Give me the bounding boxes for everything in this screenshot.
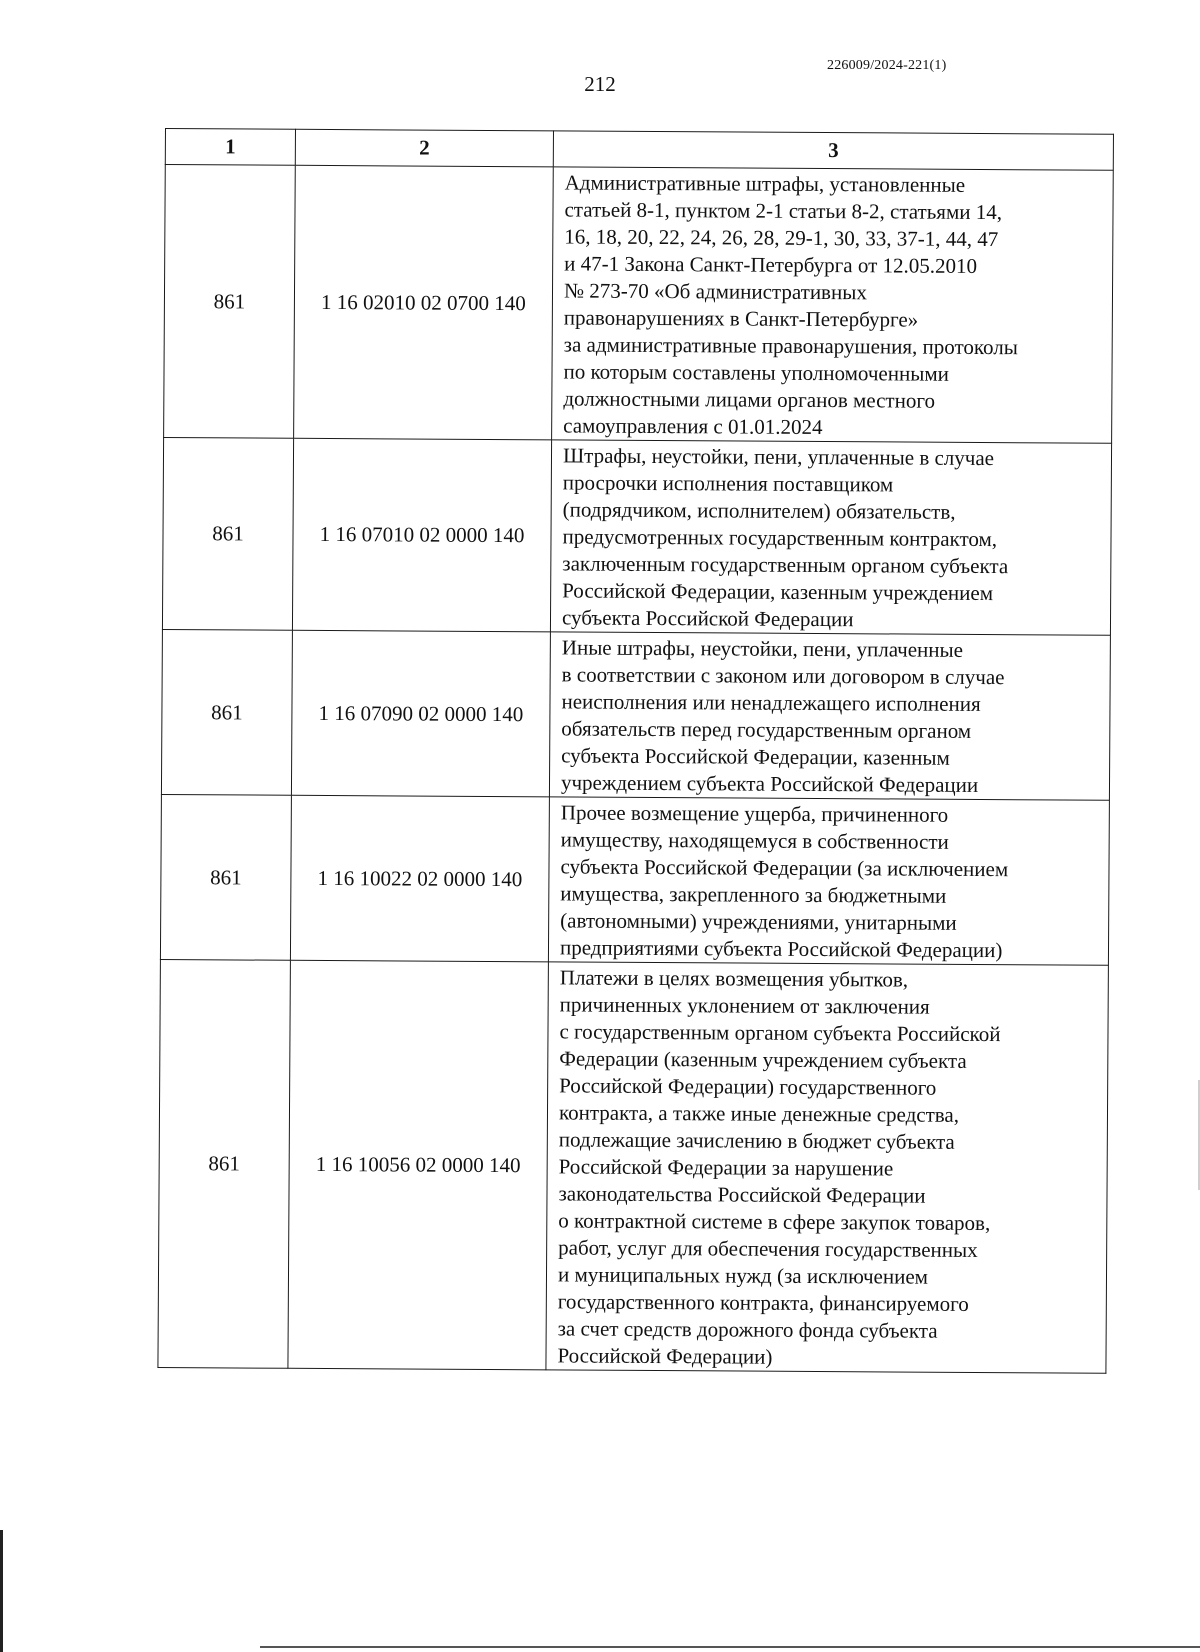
revenue-name-line: Платежи в целях возмещения убытков, (559, 965, 909, 992)
revenue-name-line: контракта, а также иные денежные средства, (558, 1100, 960, 1127)
table-row (162, 437, 1111, 635)
revenue-name-line: (автономными) учреждениями, унитарными (560, 908, 957, 935)
scan-left-border-mark (0, 1530, 3, 1652)
revenue-name-line: заключенным государственным органом субъекта (562, 551, 1009, 579)
revenue-name-line: Российской Федерации) государственного (559, 1073, 937, 1100)
table-row (160, 794, 1109, 965)
revenue-name-line: в соответствии с законом или договором в случае (561, 662, 1005, 690)
revenue-name-line: статьей 8-1, пунктом 2-1 статьи 8-2, статьями 14, (564, 197, 1003, 225)
budget-classification-code-cell: 1 16 02010 02 0700 140 (294, 165, 554, 440)
budget-classification-code-cell: 1 16 10056 02 0000 140 (288, 960, 548, 1370)
page-number: 212 (584, 72, 616, 96)
revenue-name-line: имущества, закрепленного за бюджетными (560, 881, 947, 908)
revenue-name-line: правонарушениях в Санкт-Петербурге» (563, 305, 919, 332)
revenue-name-line: Российской Федерации, казенным учреждением (562, 578, 994, 606)
revenue-name-cell (552, 167, 1114, 443)
revenue-name-line: подлежащие зачислению в бюджет субъекта (558, 1127, 955, 1154)
revenue-name-line: работ, услуг для обеспечения государственных (558, 1235, 978, 1262)
revenue-name-line: законодательства Российской Федерации (558, 1181, 926, 1208)
column-header-1: 1 (165, 129, 295, 166)
revenue-name-line: за административные правонарушения, протоколы (563, 332, 1018, 360)
administrator-code-cell: 861 (160, 794, 291, 960)
administrator-code-cell: 861 (158, 959, 290, 1368)
revenue-name-line: Иные штрафы, неустойки, пени, уплаченные (561, 635, 964, 662)
budget-classification-code-cell: 1 16 07010 02 0000 140 (292, 438, 551, 632)
revenue-name-line: Федерации (казенным учреждением субъекта (559, 1046, 967, 1073)
revenue-name-line: по которым составлены уполномоченными (563, 359, 949, 386)
administrator-code-cell: 861 (161, 629, 292, 795)
table-row (158, 959, 1108, 1373)
revenue-name-line: Административные штрафы, установленные (564, 170, 966, 197)
revenue-name-line: Прочее возмещение ущерба, причиненного (560, 800, 949, 827)
revenue-name-cell (549, 632, 1110, 800)
revenue-name-line: предприятиями субъекта Российской Федерации) (559, 935, 1003, 963)
revenue-name-line: должностными лицами органов местного (563, 386, 936, 413)
revenue-name-line: о контрактной системе в сфере закупок товаров, (558, 1208, 991, 1236)
revenue-name-line: государственного контракта, финансируемого (557, 1289, 969, 1316)
revenue-name-line: Российской Федерации за нарушение (558, 1154, 894, 1181)
table-header-row (165, 129, 1113, 171)
revenue-name-line: учреждением субъекта Российской Федерации (560, 770, 979, 797)
revenue-name-line: обязательств перед государственным органом (561, 716, 972, 743)
revenue-name-line: имуществу, находящемуся в собственности (560, 827, 949, 854)
revenue-name-line: причиненных уклонением от заключения (559, 992, 930, 1019)
administrator-code-cell: 861 (162, 437, 293, 630)
revenue-name-line: просрочки исполнения поставщиком (562, 470, 894, 497)
budget-classification-code-cell: 1 16 10022 02 0000 140 (290, 795, 549, 962)
column-header-3: 3 (553, 131, 1113, 170)
administrator-code-cell: 861 (164, 165, 296, 439)
revenue-name-line: субъекта Российской Федерации (561, 605, 854, 632)
revenue-name-line: субъекта Российской Федерации (за исключением (560, 854, 1009, 882)
table-row (161, 629, 1110, 800)
revenue-name-line: и 47-1 Закона Санкт-Петербурга от 12.05.2010 (564, 251, 978, 278)
revenue-name-line: самоуправления с 01.01.2024 (563, 413, 823, 440)
budget-classification-code-cell: 1 16 07090 02 0000 140 (291, 630, 550, 797)
revenue-name-line: 16, 18, 20, 22, 24, 26, 28, 29-1, 30, 33, 37-1, 44, 47 (564, 224, 999, 252)
revenue-name-line: неисполнения или ненадлежащего исполнения (561, 689, 981, 716)
revenue-name-line: предусмотренных государственным контрактом, (562, 524, 998, 552)
revenue-name-cell (548, 797, 1109, 965)
revenue-codes-table-container (157, 128, 1114, 1374)
revenue-name-line: Штрафы, неустойки, пени, уплаченные в случае (562, 443, 995, 471)
revenue-name-cell (546, 962, 1108, 1373)
revenue-codes-table (157, 128, 1114, 1374)
revenue-name-line: Российской Федерации) (557, 1343, 773, 1369)
scan-bottom-border-line (260, 1646, 1200, 1648)
column-header-2: 2 (295, 129, 553, 167)
revenue-name-line: (подрядчиком, исполнителем) обязательств, (562, 497, 956, 524)
table-row (164, 165, 1114, 444)
document-registration-number: 226009/2024-221(1) (827, 58, 947, 73)
revenue-name-line: субъекта Российской Федерации, казенным (561, 743, 950, 770)
revenue-name-line: с государственным органом субъекта Российской (559, 1019, 1001, 1047)
revenue-name-cell (550, 440, 1111, 635)
revenue-name-line: за счет средств дорожного фонда субъекта (557, 1316, 938, 1343)
revenue-name-line: № 273-70 «Об административных (563, 278, 867, 305)
revenue-name-line: и муниципальных нужд (за исключением (557, 1262, 929, 1289)
